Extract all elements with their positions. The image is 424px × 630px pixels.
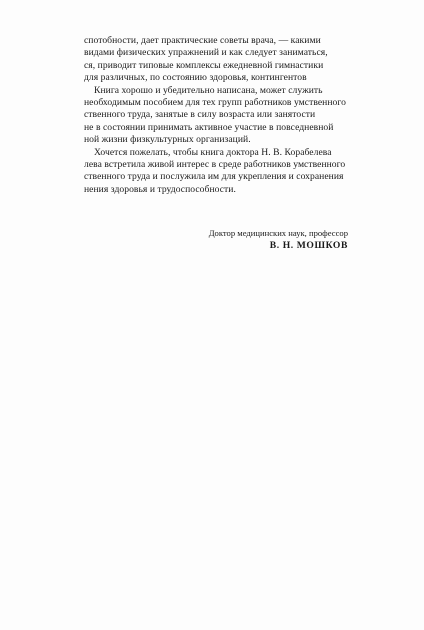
signature-title: Доктор медицинских наук, профессор — [208, 228, 348, 238]
signature-name: В. Н. МОШКОВ — [269, 240, 348, 251]
body-text — [84, 35, 346, 196]
text-line: ной жизни физкультурных организаций. — [84, 134, 251, 146]
text-line: необходимым пособием для тех групп работников умственного — [84, 97, 346, 109]
signature-block — [209, 227, 348, 252]
text-line: видами физических упражнений и как следует заниматься, — [84, 47, 328, 59]
text-line: ственного труда, занятые в силу возраста или занятости — [84, 109, 316, 121]
text-line: Хочется пожелать, чтобы книга доктора Н. В. Корабелева — [94, 146, 332, 158]
text-line: ственного труда и послужила им для укрепления и сохранения — [84, 171, 344, 183]
text-line: ся, приводит типовые комплексы ежедневной гимнастики — [84, 59, 324, 71]
text-line: для различных, по состоянию здоровья, контингентов — [84, 72, 307, 84]
paragraph-3 — [84, 147, 346, 197]
text-line: Книга хорошо и убедительно написана, может служить — [94, 84, 323, 96]
text-line: лева встретила живой интерес в среде работников умственного — [84, 159, 346, 171]
paragraph-2 — [84, 85, 346, 147]
text-line: спотобности, дает практические советы врача, — какими — [84, 35, 321, 46]
text-line: нения здоровья и трудоспособности. — [84, 183, 236, 195]
paragraph-1 — [84, 35, 346, 85]
text-line: не в состоянии принимать активное участие в повседневной — [84, 121, 334, 133]
